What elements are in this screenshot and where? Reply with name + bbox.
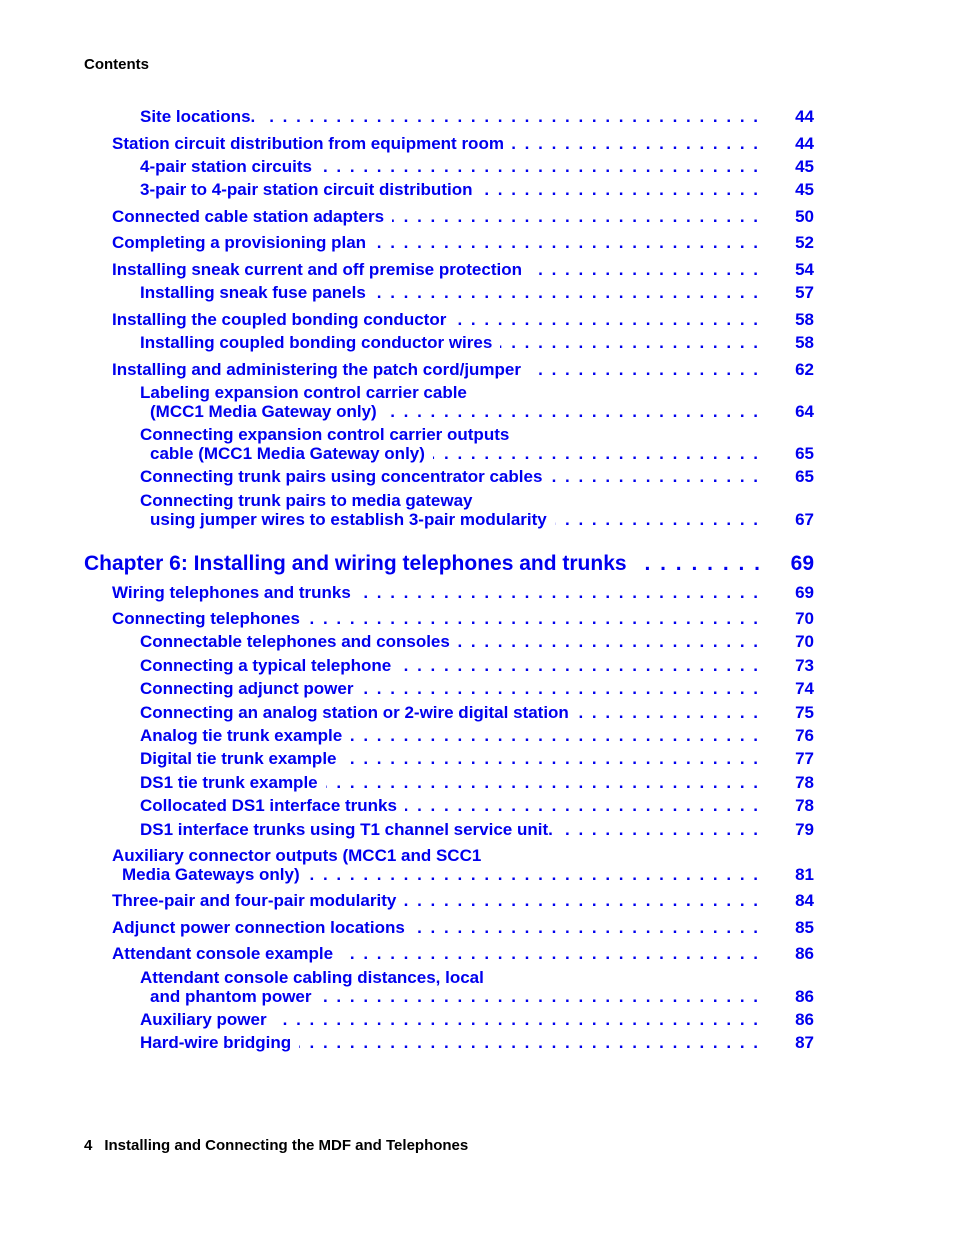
toc-entry-3-pair-to-4-pair[interactable] <box>140 180 814 199</box>
toc-entry-page: 58 <box>795 310 814 329</box>
toc-entry-page: 76 <box>795 726 814 745</box>
toc-entry-label-line1: Attendant console cabling distances, local <box>140 968 484 987</box>
leader-dots <box>561 820 758 839</box>
toc-chapter-page: 69 <box>790 552 814 575</box>
leader-dots <box>399 656 758 675</box>
toc-entry-installing-sneak-current[interactable] <box>112 260 814 279</box>
toc-entry-connecting-adjunct-power[interactable] <box>140 679 814 698</box>
leader-dots <box>500 333 758 352</box>
toc-entry-connecting-typical-telephone[interactable] <box>140 656 814 675</box>
toc-entry-installing-patch-cord[interactable] <box>112 360 814 379</box>
leader-dots <box>512 134 758 153</box>
toc-entry-label: Three-pair and four-pair modularity <box>112 891 397 910</box>
toc-entry-page: 58 <box>795 333 814 352</box>
toc-entry-page: 78 <box>795 773 814 792</box>
toc-entry-page: 86 <box>795 987 814 1006</box>
leader-dots <box>458 632 758 651</box>
toc-entry-label: and phantom power <box>150 987 312 1006</box>
toc-entry-page: 45 <box>795 180 814 199</box>
toc-entry-connectable-telephones-consoles[interactable] <box>140 632 814 651</box>
toc-entry-page: 87 <box>795 1033 814 1052</box>
toc-entry-connecting-trunk-pairs-concentrator[interactable] <box>140 467 814 486</box>
toc-entry-page: 84 <box>795 891 814 910</box>
toc-entry-wiring-telephones-trunks[interactable] <box>112 583 814 602</box>
leader-dots <box>320 987 759 1006</box>
leader-dots <box>577 703 758 722</box>
toc-entry-label: DS1 interface trunks using T1 channel service unit. <box>140 820 553 839</box>
toc-entry-label: Connecting a typical telephone <box>140 656 392 675</box>
toc-entry-label: Collocated DS1 interface trunks <box>140 796 397 815</box>
toc-entry-station-circuit-distribution[interactable] <box>112 134 814 153</box>
toc-entry-connected-cable-station-adapters[interactable] <box>112 207 814 226</box>
toc-entry-label: cable (MCC1 Media Gateway only) <box>150 444 425 463</box>
leader-dots <box>341 944 758 963</box>
toc-entry-label: Installing sneak fuse panels <box>140 283 366 302</box>
toc-entry-installing-sneak-fuse-panels[interactable] <box>140 283 814 302</box>
toc-entry-4-pair-station-circuits[interactable] <box>140 157 814 176</box>
leader-dots <box>413 918 758 937</box>
toc-entry-auxiliary-connector-outputs[interactable] <box>112 846 814 884</box>
leader-dots <box>308 865 758 884</box>
page-header: Contents <box>84 56 149 73</box>
toc-entry-installing-coupled-bonding-conductor[interactable] <box>112 310 814 329</box>
toc-entry-collocated-ds1[interactable] <box>140 796 814 815</box>
toc-entry-label: Completing a provisioning plan <box>112 233 367 252</box>
toc-entry-label: Installing coupled bonding conductor wires <box>140 333 493 352</box>
toc-entry-label: Wiring telephones and trunks <box>112 583 351 602</box>
toc-entry-labeling-expansion-control[interactable] <box>140 383 814 421</box>
toc-entry-label: 4-pair station circuits <box>140 157 312 176</box>
toc-entry-page: 57 <box>795 283 814 302</box>
toc-entry-connecting-trunk-pairs-gateway[interactable] <box>140 491 814 529</box>
toc-entry-page: 73 <box>795 656 814 675</box>
toc-entry-page: 86 <box>795 944 814 963</box>
leader-dots <box>392 207 758 226</box>
toc-entry-label-line1: Auxiliary connector outputs (MCC1 and SCC1 <box>112 846 482 865</box>
leader-dots <box>530 260 758 279</box>
footer-page-number: 4 <box>84 1137 93 1154</box>
leader-dots <box>350 726 758 745</box>
toc-entry-page: 54 <box>795 260 814 279</box>
toc-entry-adjunct-power-locations[interactable] <box>112 918 814 937</box>
toc-entry-page: 62 <box>795 360 814 379</box>
toc-entry-page: 67 <box>795 510 814 529</box>
toc-entry-three-four-pair-modularity[interactable] <box>112 891 814 910</box>
toc-entry-label: Hard-wire bridging <box>140 1033 292 1052</box>
leader-dots <box>374 283 758 302</box>
leader-dots <box>263 107 758 126</box>
toc-entry-label-line1: Connecting trunk pairs to media gateway <box>140 491 473 510</box>
leader-dots <box>635 552 760 576</box>
toc-entry-page: 75 <box>795 703 814 722</box>
leader-dots <box>361 679 758 698</box>
toc-entry-connecting-telephones[interactable] <box>112 609 814 628</box>
leader-dots <box>480 180 758 199</box>
leader-dots <box>405 796 758 815</box>
toc-entry-page: 69 <box>795 583 814 602</box>
toc-entry-label: 3-pair to 4-pair station circuit distribution <box>140 180 473 199</box>
toc-entry-page: 65 <box>795 467 814 486</box>
leader-dots <box>550 467 758 486</box>
toc-entry-page: 64 <box>795 402 814 421</box>
toc-entry-label: (MCC1 Media Gateway only) <box>150 402 377 421</box>
leader-dots <box>308 609 758 628</box>
toc-entry-label-line1: Connecting expansion control carrier outputs <box>140 425 510 444</box>
toc-entry-digital-tie-trunk[interactable] <box>140 749 814 768</box>
toc-entry-label-line1: Labeling expansion control carrier cable <box>140 383 467 402</box>
toc-entry-page: 45 <box>795 157 814 176</box>
leader-dots <box>320 157 758 176</box>
toc-entry-page: 44 <box>795 134 814 153</box>
toc-entry-ds1-tie-trunk[interactable] <box>140 773 814 792</box>
toc-entry-label: Installing sneak current and off premise protection <box>112 260 522 279</box>
leader-dots <box>454 310 758 329</box>
toc-entry-label: Connecting adjunct power <box>140 679 354 698</box>
leader-dots <box>555 510 758 529</box>
leader-dots <box>326 773 758 792</box>
toc-entry-label: Installing the coupled bonding conductor <box>112 310 447 329</box>
toc-entry-label: Digital tie trunk example <box>140 749 337 768</box>
toc-entry-page: 77 <box>795 749 814 768</box>
leader-dots <box>529 360 758 379</box>
leader-dots <box>359 583 758 602</box>
toc-entry-page: 70 <box>795 632 814 651</box>
toc-chapter-6[interactable] <box>84 552 814 576</box>
toc-entry-ds1-t1-channel[interactable] <box>140 820 814 839</box>
toc-entry-label: Analog tie trunk example <box>140 726 343 745</box>
leader-dots <box>345 749 759 768</box>
toc-entry-page: 65 <box>795 444 814 463</box>
toc-entry-label: Media Gateways only) <box>122 865 300 884</box>
toc-entry-label: Attendant console example <box>112 944 334 963</box>
toc-entry-page: 86 <box>795 1010 814 1029</box>
toc-entry-page: 79 <box>795 820 814 839</box>
toc-entry-label: using jumper wires to establish 3-pair modularity <box>150 510 547 529</box>
toc-entry-site-locations[interactable] <box>140 107 814 126</box>
toc-entry-connecting-analog-station[interactable] <box>140 703 814 722</box>
toc-entry-completing-provisioning-plan[interactable] <box>112 233 814 252</box>
leader-dots <box>299 1033 758 1052</box>
toc-entry-hard-wire-bridging[interactable] <box>140 1033 814 1052</box>
toc-entry-label: Station circuit distribution from equipment room <box>112 134 504 153</box>
toc-entry-label: Site locations. <box>140 107 256 126</box>
leader-dots <box>433 444 758 463</box>
footer-title: Installing and Connecting the MDF and Telephones <box>104 1137 469 1154</box>
toc-chapter-label: Chapter 6: Installing and wiring telephones and trunks <box>84 552 627 575</box>
toc-entry-auxiliary-power[interactable] <box>140 1010 814 1029</box>
toc-entry-label: Connected cable station adapters <box>112 207 385 226</box>
toc-entry-label: Connecting telephones <box>112 609 300 628</box>
toc-entry-label: DS1 tie trunk example <box>140 773 318 792</box>
leader-dots <box>374 233 758 252</box>
toc-entry-attendant-console-example[interactable] <box>112 944 814 963</box>
toc-entry-attendant-console-cabling[interactable] <box>140 968 814 1006</box>
toc-entry-page: 81 <box>795 865 814 884</box>
toc-entry-analog-tie-trunk[interactable] <box>140 726 814 745</box>
toc-entry-page: 44 <box>795 107 814 126</box>
toc-entry-page: 52 <box>795 233 814 252</box>
toc-entry-page: 70 <box>795 609 814 628</box>
page-footer <box>84 1137 468 1154</box>
toc-entry-page: 50 <box>795 207 814 226</box>
toc-entry-label: Adjunct power connection locations <box>112 918 405 937</box>
toc-entry-page: 78 <box>795 796 814 815</box>
leader-dots <box>385 402 758 421</box>
toc-entry-label: Auxiliary power <box>140 1010 267 1029</box>
toc-entry-page: 74 <box>795 679 814 698</box>
leader-dots <box>275 1010 758 1029</box>
toc-entry-installing-coupled-bonding-wires[interactable] <box>140 333 814 352</box>
toc-entry-label: Connectable telephones and consoles <box>140 632 450 651</box>
toc-entry-page: 85 <box>795 918 814 937</box>
toc-entry-connecting-expansion-control[interactable] <box>140 425 814 463</box>
toc-entry-label: Connecting an analog station or 2-wire digital station <box>140 703 569 722</box>
leader-dots <box>404 891 758 910</box>
toc-entry-label: Installing and administering the patch cord/jumper <box>112 360 521 379</box>
toc-entry-label: Connecting trunk pairs using concentrator cables <box>140 467 543 486</box>
